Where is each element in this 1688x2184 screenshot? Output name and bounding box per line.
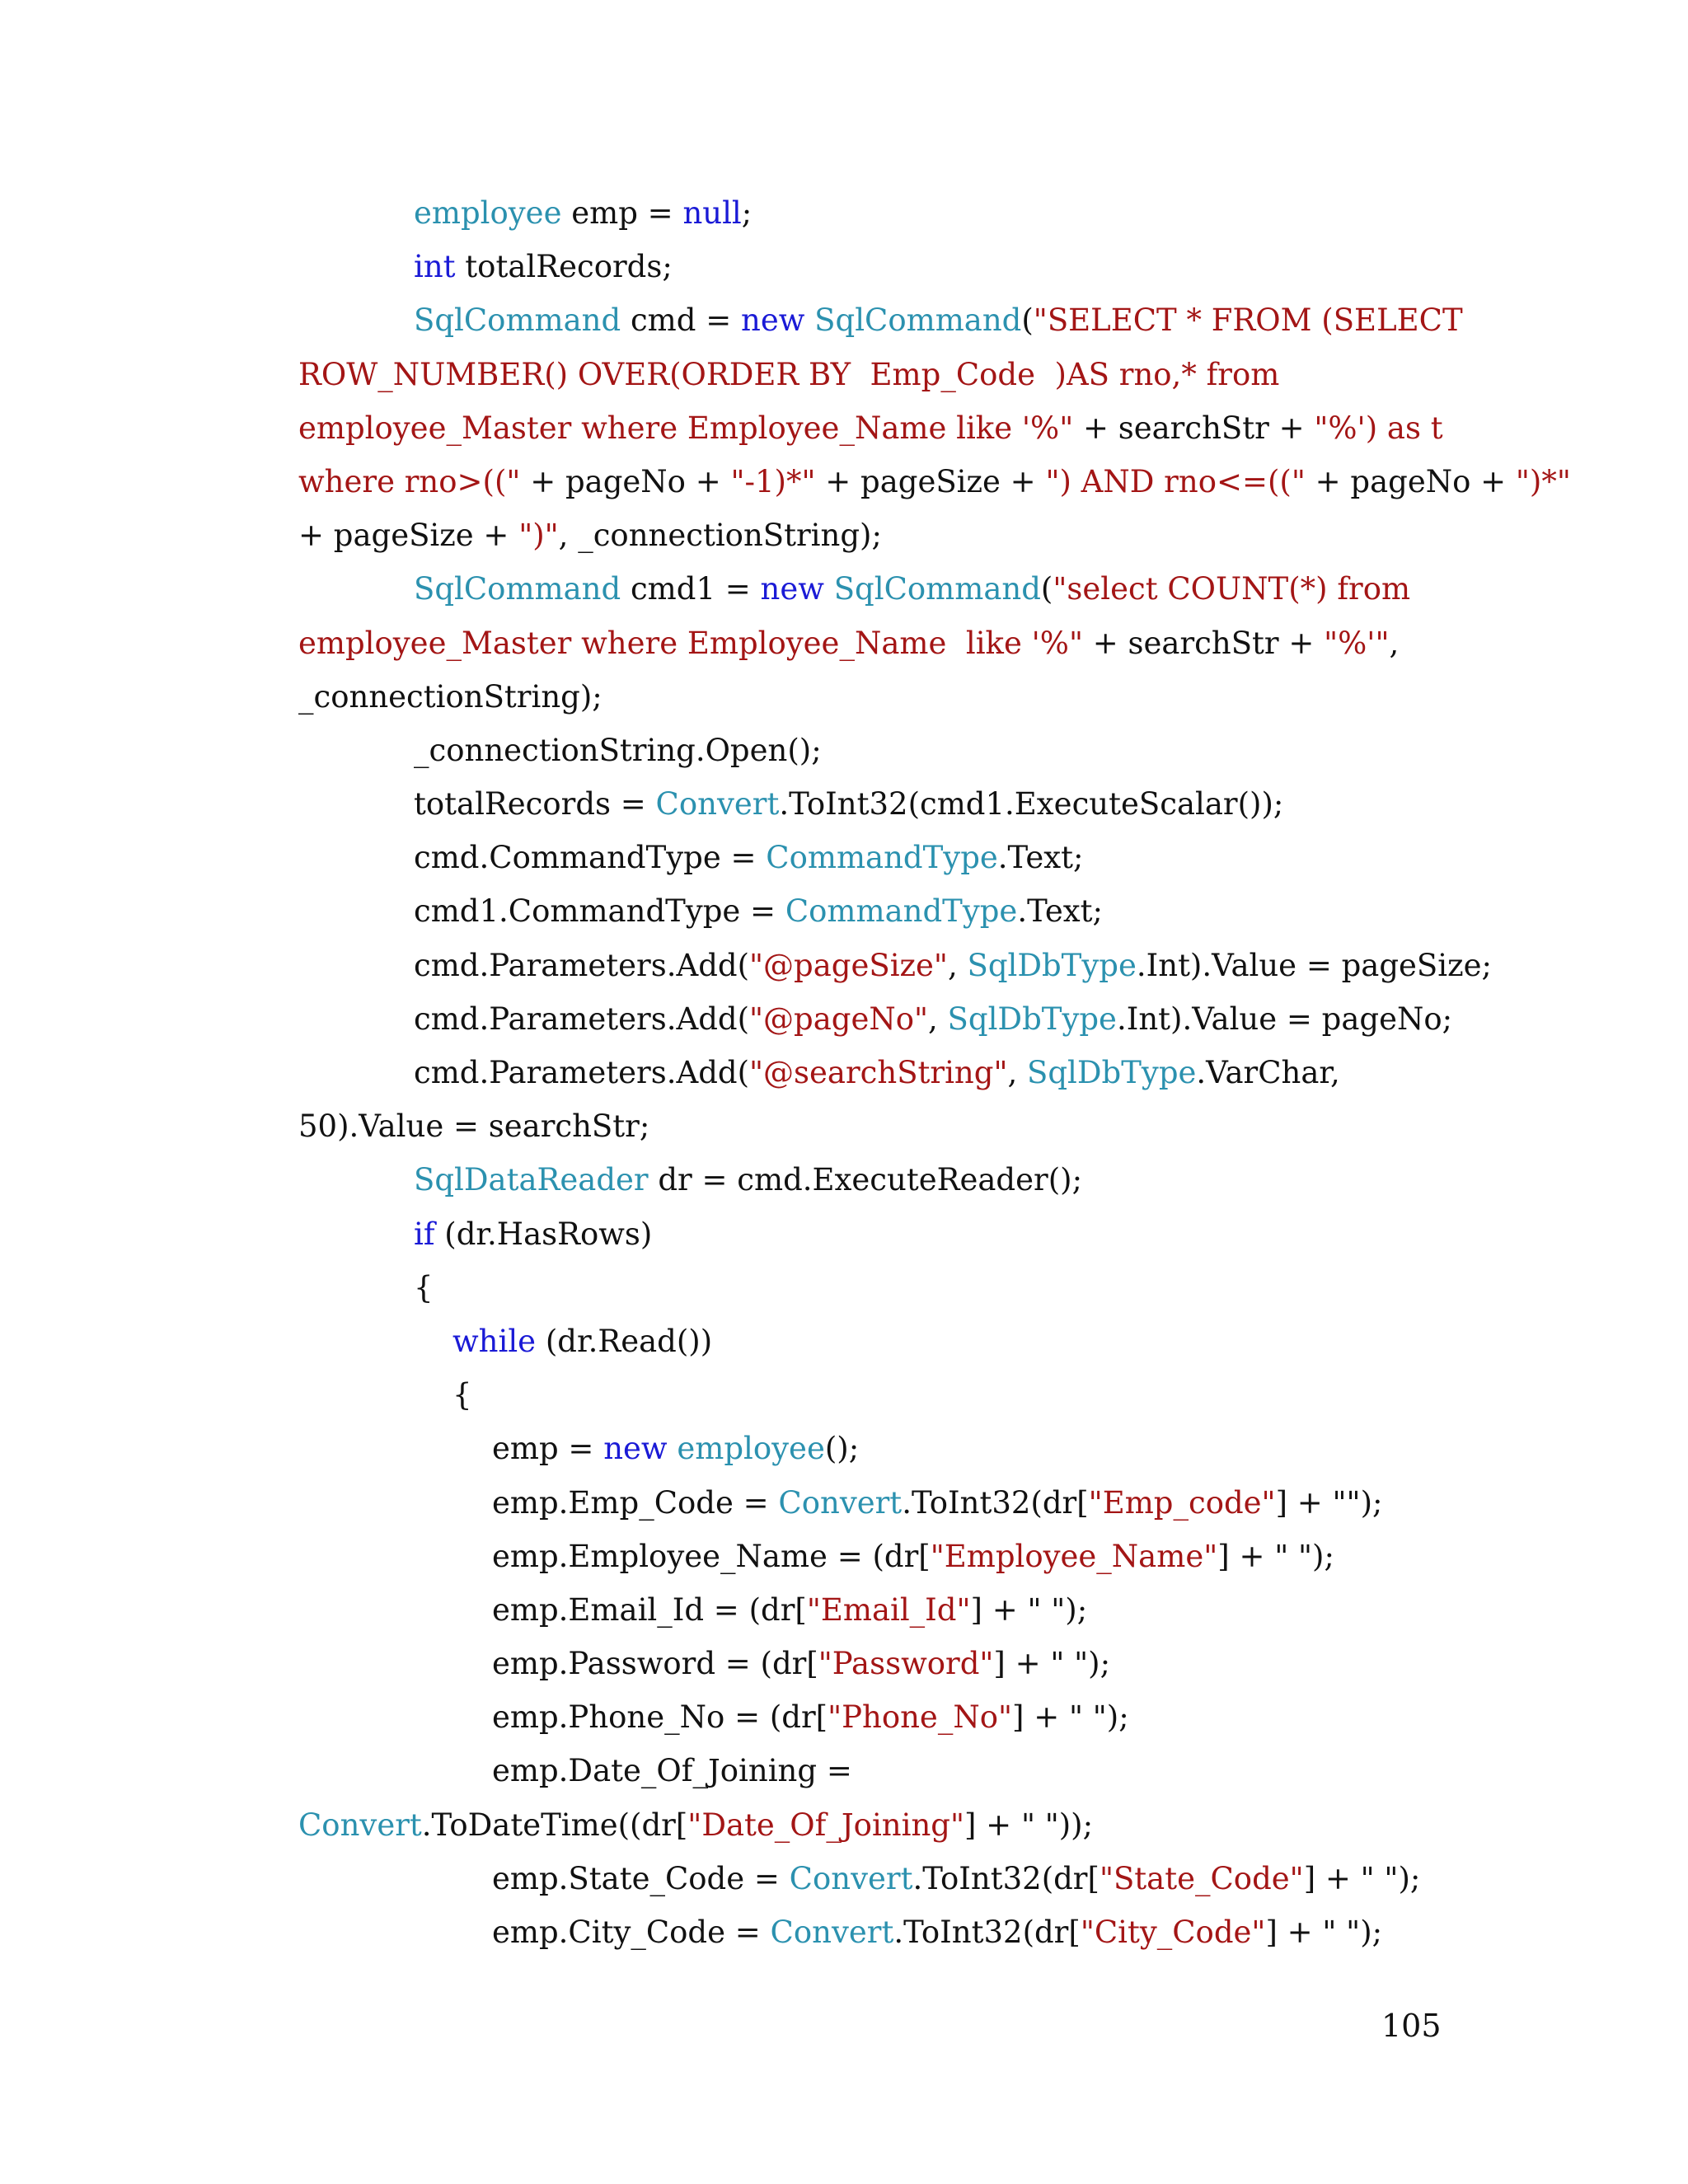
code-token: employee_Master where Employee_Name like '%": [298, 625, 1083, 661]
code-token: dr = cmd.ExecuteReader();: [648, 1162, 1083, 1198]
code-token: , _connectionString);: [558, 518, 882, 554]
code-token: "%'": [1324, 625, 1390, 661]
code-token: "City_Code": [1080, 1915, 1266, 1950]
code-token: emp.Password = (dr[: [492, 1646, 818, 1682]
code-line: [0, 884, 1688, 938]
code-token: emp.Date_Of_Joining =: [492, 1753, 852, 1789]
code-token: emp.City_Code =: [492, 1915, 771, 1950]
code-token: "State_Code": [1099, 1860, 1304, 1896]
code-token: .Int).Value = pageNo;: [1116, 1001, 1453, 1037]
code-token: totalRecords =: [414, 786, 656, 823]
code-token: "%') as t: [1314, 410, 1443, 446]
code-line: [0, 1852, 1688, 1905]
code-token: Convert: [770, 1915, 894, 1950]
code-token: emp.Email_Id = (dr[: [492, 1591, 807, 1628]
code-token: emp =: [561, 195, 683, 231]
code-line: [0, 1530, 1688, 1583]
code-line: [0, 1207, 1688, 1261]
code-token: _connectionString.Open();: [414, 732, 822, 768]
code-token: ")*": [1515, 463, 1571, 499]
code-token: ();: [824, 1431, 860, 1467]
code-token: "@pageNo": [749, 1001, 929, 1037]
code-token: "@pageSize": [749, 947, 948, 983]
code-line: [0, 1905, 1688, 1959]
code-token: ,: [947, 947, 968, 983]
code-line: [0, 724, 1688, 777]
code-line: [0, 186, 1688, 240]
page-number: 105: [1381, 2008, 1442, 2044]
code-token: int: [414, 249, 456, 285]
code-token: ,: [1389, 625, 1400, 661]
code-token: null: [682, 195, 742, 231]
code-token: employee: [414, 195, 562, 231]
code-token: employee_Master where Employee_Name like '%": [298, 410, 1074, 446]
code-token: ] + " ");: [1265, 1915, 1383, 1950]
code-line: [0, 777, 1688, 831]
code-token: CommandType: [766, 840, 998, 876]
code-token: ;: [741, 195, 753, 231]
code-token: emp.Emp_Code =: [492, 1484, 779, 1521]
code-line: [0, 401, 1688, 455]
code-token: [824, 571, 834, 607]
code-token: SqlDbType: [947, 1001, 1117, 1037]
code-token: emp.State_Code =: [492, 1860, 790, 1896]
code-line: [0, 1046, 1688, 1099]
code-token: ")": [518, 518, 559, 554]
code-token: ") AND rno<=((": [1045, 463, 1306, 499]
code-token: .ToInt32(dr[: [893, 1915, 1081, 1950]
code-token: .ToInt32(dr[: [902, 1484, 1089, 1521]
code-line: [0, 831, 1688, 884]
code-listing: [0, 186, 1688, 1959]
code-token: SqlCommand: [814, 302, 1022, 339]
code-line: [0, 348, 1688, 401]
code-token: + searchStr +: [1082, 625, 1325, 661]
code-token: "@searchString": [749, 1055, 1008, 1090]
code-token: cmd.Parameters.Add(: [414, 1001, 749, 1037]
code-token: totalRecords;: [455, 249, 673, 285]
code-token: {: [452, 1377, 472, 1413]
code-token: "Emp_code": [1088, 1484, 1276, 1521]
code-line: [0, 1798, 1688, 1852]
code-token: [804, 302, 814, 338]
code-token: cmd1 =: [621, 571, 761, 607]
code-token: "Date_Of_Joining": [687, 1807, 964, 1843]
code-token: + pageSize +: [815, 463, 1046, 499]
code-token: SqlDbType: [1027, 1055, 1197, 1090]
code-line: [0, 1153, 1688, 1207]
code-token: cmd1.CommandType =: [414, 893, 785, 930]
code-token: ,: [928, 1001, 948, 1037]
code-token: emp.Employee_Name = (dr[: [492, 1538, 931, 1574]
code-line: [0, 1422, 1688, 1475]
code-token: "SELECT * FROM (SELECT: [1033, 302, 1463, 339]
code-token: .Text;: [997, 840, 1084, 876]
code-line: [0, 562, 1688, 616]
code-line: [0, 670, 1688, 724]
code-token: SqlCommand: [414, 302, 621, 339]
code-token: SqlCommand: [833, 571, 1041, 607]
code-line: [0, 1583, 1688, 1637]
code-line: [0, 616, 1688, 670]
code-token: "select COUNT(*) from: [1053, 571, 1411, 607]
code-token: while: [452, 1323, 537, 1359]
code-line: [0, 1744, 1688, 1797]
code-token: "Employee_Name": [930, 1538, 1218, 1574]
code-token: new: [740, 302, 805, 339]
code-token: {: [414, 1269, 434, 1305]
code-token: employee: [677, 1431, 825, 1467]
code-token: (: [1040, 571, 1053, 607]
code-token: (dr.Read()): [536, 1323, 713, 1359]
code-token: ,: [1007, 1055, 1028, 1090]
code-line: [0, 939, 1688, 992]
code-token: cmd.CommandType =: [414, 840, 767, 876]
code-token: "Password": [818, 1646, 994, 1682]
code-token: + searchStr +: [1073, 410, 1315, 446]
code-token: ] + " ");: [1303, 1860, 1421, 1896]
code-token: ] + " ");: [993, 1646, 1111, 1682]
code-token: ] + "");: [1275, 1484, 1383, 1521]
code-token: .Text;: [1017, 893, 1103, 930]
code-token: if: [414, 1216, 435, 1252]
code-token: ] + " ");: [1217, 1538, 1334, 1574]
code-token: cmd =: [621, 302, 741, 339]
code-line: [0, 240, 1688, 293]
code-token: ] + " "));: [964, 1807, 1094, 1843]
code-token: Convert: [655, 786, 780, 823]
code-token: where rno>((": [298, 463, 521, 499]
code-token: SqlDbType: [967, 947, 1137, 983]
code-line: [0, 992, 1688, 1046]
code-line: [0, 1368, 1688, 1422]
code-token: (dr.HasRows): [434, 1216, 653, 1252]
code-line: [0, 1690, 1688, 1744]
code-token: new: [760, 571, 824, 607]
code-token: _connectionString);: [298, 678, 603, 715]
code-line: [0, 1637, 1688, 1690]
code-token: Convert: [778, 1484, 903, 1521]
code-token: SqlDataReader: [414, 1162, 649, 1198]
code-line: [0, 509, 1688, 562]
code-token: emp.Phone_No = (dr[: [492, 1699, 828, 1736]
code-token: CommandType: [785, 893, 1018, 930]
code-token: [668, 1431, 678, 1466]
code-token: "Email_Id": [806, 1591, 971, 1628]
code-token: ] + " ");: [1012, 1699, 1129, 1736]
code-token: SqlCommand: [414, 571, 621, 607]
code-token: 50).Value = searchStr;: [298, 1108, 650, 1145]
code-line: [0, 1099, 1688, 1153]
code-token: ROW_NUMBER() OVER(ORDER BY Emp_Code )AS rno,* from: [298, 356, 1280, 392]
code-token: "Phone_No": [828, 1699, 1012, 1736]
code-line: [0, 293, 1688, 347]
code-token: Convert: [298, 1807, 422, 1843]
code-line: [0, 1261, 1688, 1315]
code-token: .ToDateTime((dr[: [421, 1807, 688, 1843]
code-token: new: [603, 1431, 668, 1467]
code-token: cmd.Parameters.Add(: [414, 1055, 749, 1090]
code-token: ] + " ");: [970, 1591, 1088, 1628]
code-token: emp =: [492, 1431, 604, 1467]
code-token: .Int).Value = pageSize;: [1136, 947, 1492, 983]
code-token: cmd.Parameters.Add(: [414, 947, 749, 983]
code-line: [0, 1476, 1688, 1530]
code-token: + pageNo +: [520, 463, 731, 499]
code-token: + pageNo +: [1305, 463, 1516, 499]
code-token: Convert: [789, 1860, 913, 1896]
code-token: .ToInt32(dr[: [912, 1860, 1100, 1896]
code-line: [0, 1315, 1688, 1368]
code-line: [0, 455, 1688, 509]
code-token: .VarChar,: [1196, 1055, 1340, 1090]
code-token: + pageSize +: [298, 518, 519, 554]
code-token: "-1)*": [730, 463, 816, 499]
code-token: .ToInt32(cmd1.ExecuteScalar());: [779, 786, 1284, 823]
code-token: (: [1021, 302, 1034, 339]
